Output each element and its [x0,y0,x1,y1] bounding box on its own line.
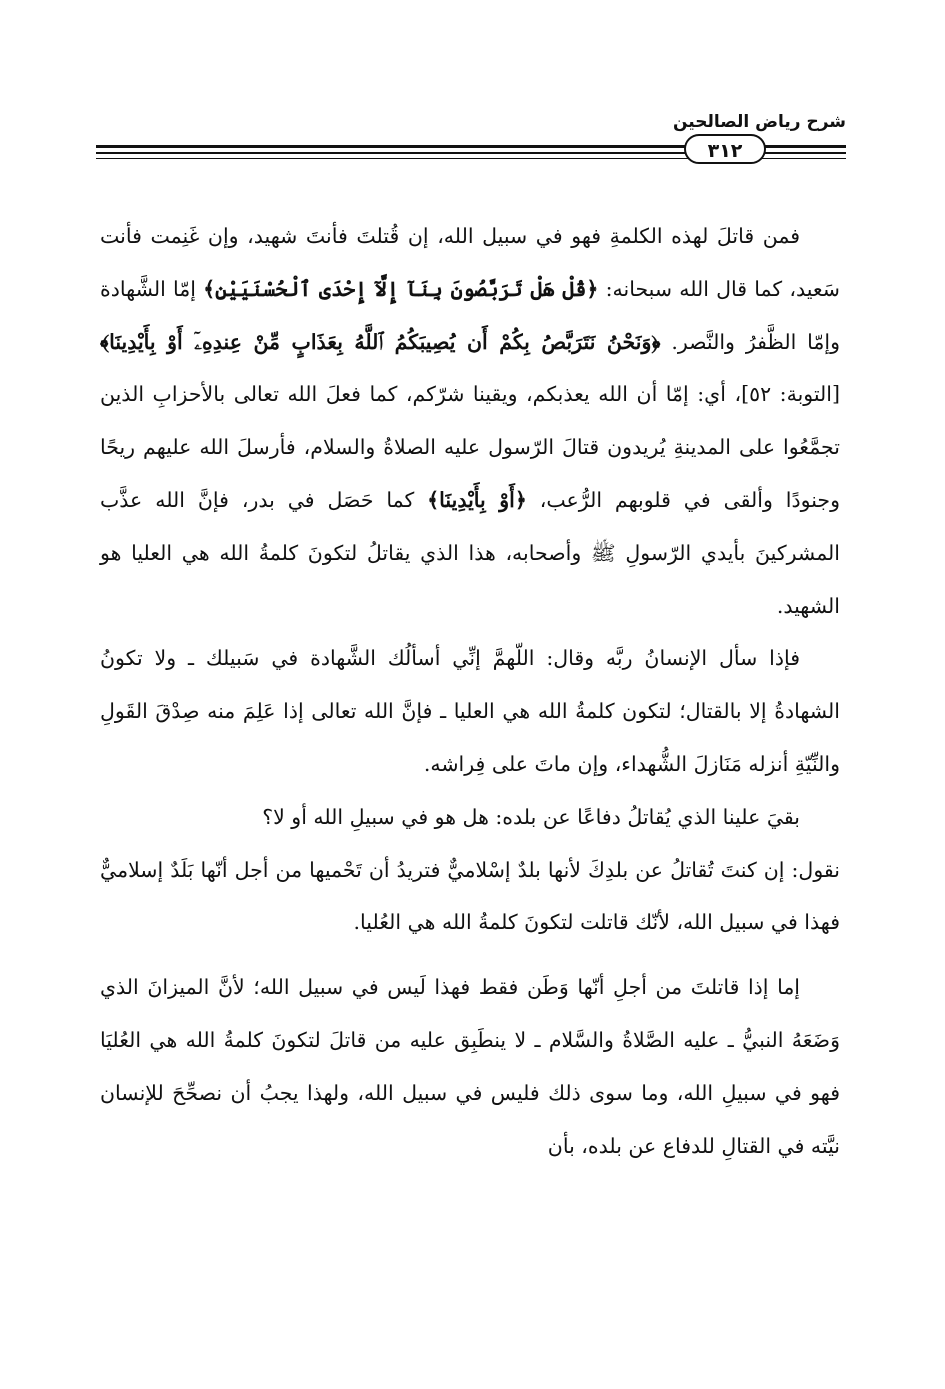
paragraph [100,961,840,1172]
body-text: إما إذا قاتلتَ من أجلِ أنّها وَطَن فقط فهذا لَيس في سبيل الله؛ لأنَّ الميزانَ الذي وَضَعَهُ النبيُّ ـ عليه الصَّلاةُ والسَّلام ـ لا ينطَبِق عليه من قاتلَ لتكونَ كلمةُ الله هي العُليَا فهو في سبيلِ الله، وما سوى ذلك فليس في سبيل الله، ولهذا يجبُ أن نصحِّحَ للإنسان نيَّته في القتالِ للدفاع عن بلده، بأن [100,975,840,1158]
body-text: إمّا الشَّهادة وإمّا الظَّفرُ والنَّصر. [100,276,840,354]
quran-verse: ﴿وَنَحْنُ نَتَرَبَّصُ بِكُمْ أَن يُصِيبَكُمُ ٱللَّهُ بِعَذَابٍ مِّنْ عِندِهِۦٓ أَوْ بِأَيْدِينَا﴾ [100,329,661,354]
page-body [100,210,840,1172]
body-text: فإذا سأل الإنسانُ ربَّه وقال: اللّهمَّ إنِّي أسألُك الشَّهادة في سَبيلك ـ ولا تكونُ الشهادةُ إلا بالقتال؛ لتكون كلمةُ الله هي العليا ـ فإنَّ الله تعالى إذا عَلِمَ منه صِدْقَ القَولِ والنِّيّةِ أنزله مَنَازلَ الشُّهداء، وإن ماتَ على فِراشه. [100,646,840,776]
quran-verse: ﴿أَوْ بِأَيْدِينَا﴾ [427,487,527,512]
paragraph [100,632,840,790]
book-title: شرح رياض الصالحين [672,112,846,132]
page-number: ٣١٢ [684,134,766,164]
body-text: كما حَصَل في بدر، فإنَّ الله عذَّب المشركينَ بأيدي الرّسولِ ﷺ وأصحابه، هذا الذي يقاتلُ لتكونَ كلمةُ الله هي العليا هو الشهيد. [100,487,840,618]
paragraph [100,844,840,950]
body-text: نقول: إن كنتَ تُقاتلُ عن بلدِكَ لأنها بلدٌ إسْلاميٌّ فتريدُ أن تَحْميها من أجل أنّها بَلَدٌ إسلاميٌّ فهذا في سبيل الله، لأنّك قاتلت لتكونَ كلمةُ الله هي العُليا. [100,857,840,935]
quran-verse: ﴿قُلْ هَلْ تَرَبَّصُونَ بِنَآ إِلَّآ إِحْدَى ٱلْحُسْنَيَيْنِ﴾ [203,276,599,301]
page-header [96,112,846,172]
body-text: بقيَ علينا الذي يُقاتلُ دفاعًا عن بلده: هل هو في سبيلِ الله أو لا؟ [262,804,800,829]
body-text: فمن قاتلَ لهذه الكلمةِ فهو في سبيل الله، إن قُتلتَ فأنتَ شهيد، وإن غَنِمت فأنت سَعيد، كما قال الله سبحانه: [100,224,840,301]
paragraph [100,210,840,632]
body-text: [التوبة: ٥٢]، أي: إمّا أن الله يعذبكم، ويقينا شرّكم، كما فعلَ الله تعالى بالأحزابِ الذين تجمَّعُوا على المدينةِ يُريدون قتالَ الرّسول عليه الصلاةُ والسلام، فأرسلَ الله عليهم ريحًا وجنودًا وألقى في قلوبهم الرُّعب، [100,382,840,512]
paragraph [100,791,840,844]
